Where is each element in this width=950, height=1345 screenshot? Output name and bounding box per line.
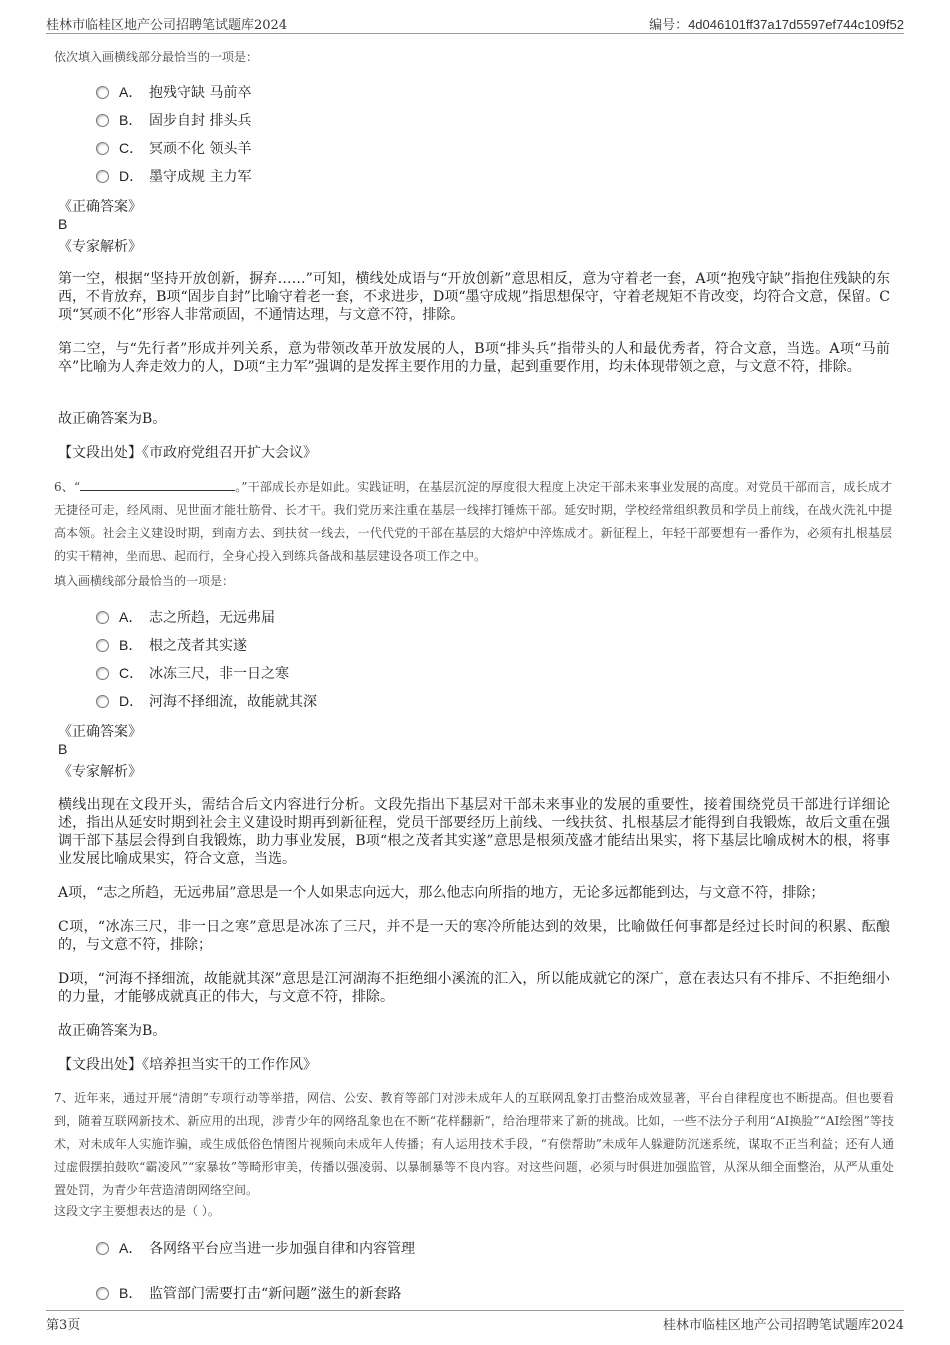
q6-stem-text: 。”干部成长亦是如此。实践证明，在基层沉淀的厚度很大程度上决定干部未来事业发展的高度。对党员干部而言，成长成才无捷径可走，经风雨、见世面才能壮筋骨、长才干。我们党历来注重在基层一线摔打锤炼干部。延安时期，学校经常组织教员和学员上前线，在战火洗礼中提高本领。社会主义建设时期，到南方去、到扶贫一线去，一代代党的干部在基层的大熔炉中淬炼成才。新征程上，年轻干部要想有一番作为，必须有扎根基层的实干精神，坐而思、起而行，全身心投入到练兵备战和基层建设各项工作之中。	[54, 480, 892, 563]
q6-number: 6、“	[54, 480, 81, 494]
q6-analysis-p4: D项，“河海不择细流，故能就其深”意思是江河湖海不拒绝细小溪流的汇入，所以能成就它的深广，意在表达只有不排斥、不拒绝细小的力量，才能够成就真正的伟大，与文意不符，排除。	[58, 971, 890, 1005]
footer-title: 桂林市临桂区地产公司招聘笔试题库2024	[662, 1318, 904, 1333]
q6-analysis-p2: A项，“志之所趋，无远弗届”意思是一个人如果志向远大，那么他志向所指的地方，无论多远都能到达，与文意不符，排除；	[58, 885, 825, 901]
option-text: 墨守成规 主力军	[149, 169, 252, 185]
radio-icon[interactable]	[96, 86, 109, 99]
q5-analysis-p2: 第二空，与“先行者”形成并列关系，意为带领改革开放发展的人，B项“排头兵”指带头的人和最优秀者，符合文意，当选。A项“马前卒”比喻为人奔走效力的人，D项“主力军”强调的是发挥主要作用的力量，起到重要作用，均未体现带领之意，与文意不符，排除。	[58, 341, 890, 375]
option-key: B．	[119, 112, 143, 128]
option-text: 冰冻三尺，非一日之寒	[149, 666, 289, 682]
option-text: 志之所趋，无远弗届	[149, 610, 275, 626]
option-text: 监管部门需要打击“新问题”滋生的新套路	[149, 1286, 402, 1302]
q6-source: 【文段出处】《培养担当实干的工作作风》	[58, 1057, 317, 1073]
q6-prompt: 填入画横线部分最恰当的一项是：	[54, 574, 235, 588]
q6-analysis-p1: 横线出现在文段开头，需结合后文内容进行分析。文段先指出下基层对干部未来事业的发展的重要性，接着围绕党员干部进行详细论述，指出从延安时期到社会主义建设时期再到新征程，党员干部要经历上前线、一线扶贫、扎根基层才能得到自我锻炼，故后文重在强调干部下基层会得到自我锻炼，助力事业发展，B项“根之茂者其实遂”意思是根须茂盛才能结出果实，将下基层比喻成树木的根，将事业发展比喻成果实，符合文意，当选。	[58, 797, 890, 867]
q5-source: 【文段出处】《市政府党组召开扩大会议》	[58, 445, 317, 461]
header-title: 桂林市临桂区地产公司招聘笔试题库2024	[46, 18, 288, 33]
radio-icon[interactable]	[96, 1287, 109, 1300]
radio-icon[interactable]	[96, 667, 109, 680]
q7-stem: 7、近年来，通过开展“清朗”专项行动等举措，网信、公安、教育等部门对涉未成年人的互联网乱象打击整治成效显著，平台自律程度也不断提高。但也要看到，随着互联网新技术、新应用的出现，涉青少年的网络乱象也在不断“花样翻新”，给治理带来了新的挑战。比如，一些不法分子利用“AI换脸”“AI绘图”等技术，对未成年人实施诈骗，或生成低俗色情图片视频向未成年人传播；有人运用技术手段，“有偿帮助”未成年人躲避防沉迷系统，谋取不正当利益；还有人通过虚假摆拍鼓吹“霸凌风”“家暴妆”等畸形审美，传播以强凌弱、以暴制暴等不良内容。对这些问题，必须与时俱进加强监管，从深从细全面整治，从严从重处置处罚，为青少年营造清朗网络空间。	[54, 1091, 894, 1197]
page-header	[0, 0, 950, 33]
q6-option-b[interactable]	[96, 635, 247, 655]
option-text: 冥顽不化 领头羊	[149, 141, 252, 157]
q6-analysis-p3: C项，“冰冻三尺，非一日之寒”意思是冰冻了三尺，并不是一天的寒冷所能达到的效果，比喻做任何事都是经过长时间的积累、酝酿的，与文意不符，排除；	[58, 919, 890, 953]
option-key: D．	[119, 168, 144, 184]
option-text: 固步自封 排头兵	[149, 113, 252, 129]
radio-icon[interactable]	[96, 639, 109, 652]
q7-prompt: 这段文字主要想表达的是（ ）。	[54, 1204, 220, 1218]
q7-option-b[interactable]	[96, 1283, 401, 1303]
header-divider	[46, 33, 904, 34]
q7-option-a[interactable]	[96, 1238, 415, 1258]
footer-page-number: 第3页	[46, 1318, 81, 1333]
radio-icon[interactable]	[96, 1242, 109, 1255]
radio-icon[interactable]	[96, 114, 109, 127]
header-code: 编号：4d046101ff37a17d5597ef744c109f52	[649, 17, 904, 32]
radio-icon[interactable]	[96, 142, 109, 155]
q6-blank	[80, 478, 235, 491]
q5-analysis-label: 《专家解析》	[58, 239, 142, 255]
q6-answer: B	[58, 741, 68, 757]
radio-icon[interactable]	[96, 611, 109, 624]
q5-prompt: 依次填入画横线部分最恰当的一项是：	[54, 50, 259, 64]
option-text: 各网络平台应当进一步加强自律和内容管理	[149, 1241, 415, 1257]
option-key: B．	[119, 1285, 143, 1301]
q6-stem	[54, 476, 892, 568]
option-key: A．	[119, 609, 143, 625]
q5-option-a[interactable]	[96, 82, 251, 102]
option-key: A．	[119, 1240, 143, 1256]
q5-answer: B	[58, 216, 68, 232]
q5-option-b[interactable]	[96, 110, 251, 130]
q5-answer-label: 《正确答案》	[58, 199, 142, 215]
q6-analysis-label: 《专家解析》	[58, 764, 142, 780]
option-key: C．	[119, 665, 144, 681]
option-text: 根之茂者其实遂	[149, 638, 247, 654]
radio-icon[interactable]	[96, 170, 109, 183]
option-text: 抱残守缺 马前卒	[149, 85, 252, 101]
q6-option-c[interactable]	[96, 663, 289, 683]
q5-analysis-p1: 第一空，根据“坚持开放创新，摒弃……”可知，横线处成语与“开放创新”意思相反，意为守着老一套，A项“抱残守缺”指抱住残缺的东西，不肯放弃，B项“固步自封”比喻守着老一套，不求进步，D项“墨守成规”指思想保守，守着老规矩不肯改变，均符合文意，保留。C项“冥顽不化”形容人非常顽固，不通情达理，与文意不符，排除。	[58, 271, 890, 323]
option-key: A．	[119, 84, 143, 100]
q5-option-c[interactable]	[96, 138, 251, 158]
option-key: C．	[119, 140, 144, 156]
radio-icon[interactable]	[96, 695, 109, 708]
q5-option-d[interactable]	[96, 166, 251, 186]
footer-divider	[46, 1310, 904, 1311]
q6-answer-label: 《正确答案》	[58, 724, 142, 740]
q6-option-a[interactable]	[96, 607, 275, 627]
q5-analysis-p3: 故正确答案为B。	[58, 411, 167, 427]
option-key: D．	[119, 693, 144, 709]
q6-analysis-p5: 故正确答案为B。	[58, 1023, 167, 1039]
q6-option-d[interactable]	[96, 691, 317, 711]
option-text: 河海不择细流，故能就其深	[149, 694, 317, 710]
option-key: B．	[119, 637, 143, 653]
